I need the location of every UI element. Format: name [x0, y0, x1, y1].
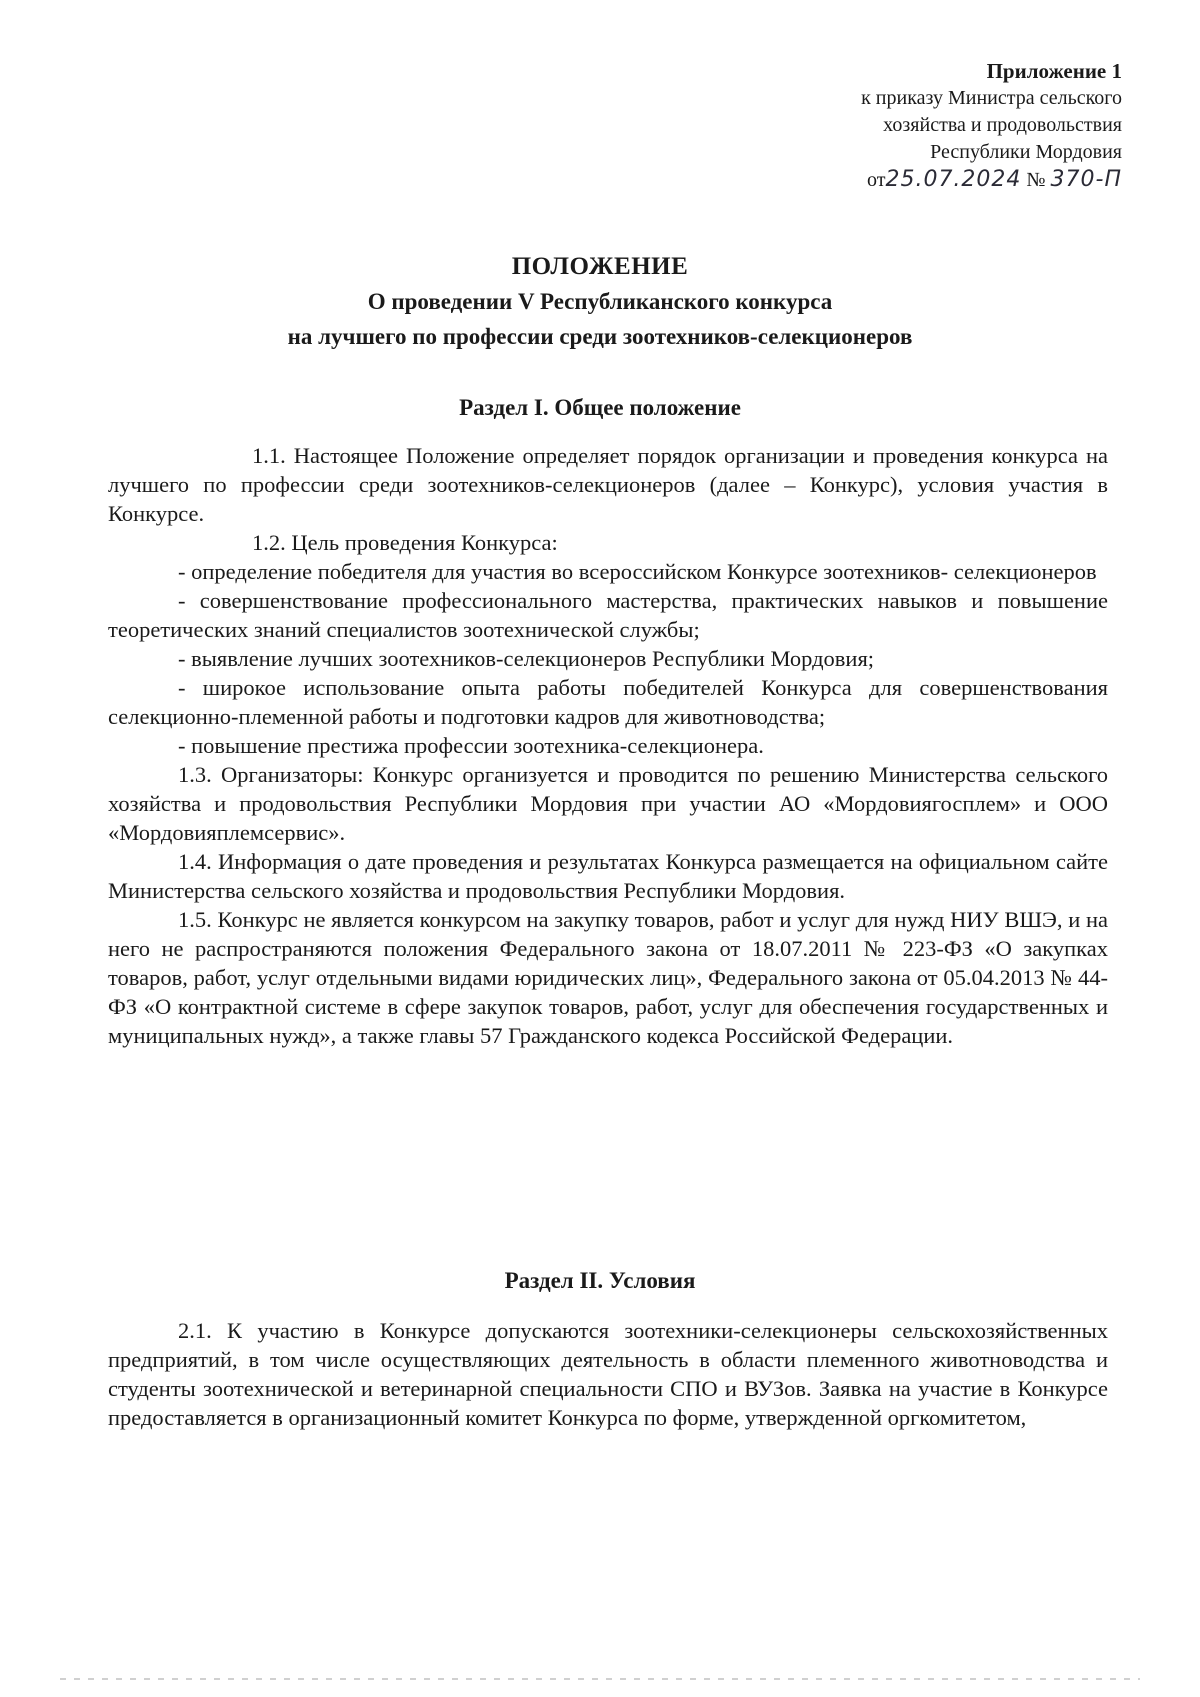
paragraph: - выявление лучших зоотехников-селекционеров Республики Мордовия;: [178, 646, 875, 671]
document-title: ПОЛОЖЕНИЕ: [511, 253, 689, 280]
section-1-heading: Раздел I. Общее положение: [459, 395, 741, 420]
order-date-line: [602, 166, 1122, 194]
paragraph: 1.1. Настоящее Положение определяет порядок организации и проведения конкурса на лучшего по профессии среди зоотехников-селекционеров (далее – Конкурс), условия участия в Конкурсе.: [108, 443, 1108, 526]
handwritten-date: 25.07.2024: [885, 167, 1022, 192]
paragraph: 1.3. Организаторы: Конкурс организуется и проводится по решению Министерства сельского хозяйства и продовольствия Республики Мордовия при участии АО «Мордовиягосплем» и ООО «Мордовияплемсервис».: [108, 762, 1108, 845]
document-subtitle-line-1: О проведении V Республиканского конкурса: [367, 289, 833, 314]
scan-artifact-line: [60, 1678, 1140, 1680]
paragraph: - повышение престижа профессии зоотехника-селекционера.: [178, 733, 764, 758]
paragraph: 1.5. Конкурс не является конкурсом на закупку товаров, работ и услуг для нужд НИУ ВШЭ, и на него не распространяются положения Федерального закона от 18.07.2011 № 223-ФЗ «О закупках товаров, работ, услуг отдельными видами юридических лиц», Федерального закона от 05.04.2013 № 44-ФЗ «О контрактной системе в сфере закупок товаров, работ, услуг для обеспечения государственных и муниципальных нужд», а также главы 57 Гражданского кодекса Российской Федерации.: [108, 907, 1108, 1048]
appendix-line: Республики Мордовия: [930, 141, 1122, 163]
document-subtitle-line-2: на лучшего по профессии среди зоотехников-селекционеров: [287, 324, 913, 349]
paragraph: - совершенствование профессионального мастерства, практических навыков и повышение теоретических знаний специалистов зоотехнической службы;: [108, 588, 1108, 642]
handwritten-order-number: 370-П: [1050, 167, 1122, 192]
paragraph: 2.1. К участию в Конкурсе допускаются зоотехники-селекционеры сельскохозяйственных предприятий, в том числе осуществляющих деятельность в области племенного животноводства и студенты зоотехнической и ветеринарной специальности СПО и ВУЗов. Заявка на участие в Конкурсе предоставляется в организационный комитет Конкурса по форме, утвержденной оргкомитетом,: [108, 1318, 1108, 1430]
date-prefix: от: [866, 169, 886, 191]
document-title-block: [0, 250, 1200, 354]
paragraph: - широкое использование опыта работы победителей Конкурса для совершенствования селекционно-племенной работы и подготовки кадров для животноводства;: [108, 675, 1108, 729]
appendix-line: хозяйства и продовольствия: [883, 114, 1122, 136]
appendix-line: к приказу Министра сельского: [861, 87, 1122, 109]
paragraph: 1.4. Информация о дате проведения и результатах Конкурса размещается на официальном сайте Министерства сельского хозяйства и продовольствия Республики Мордовия.: [108, 849, 1108, 903]
paragraph: - определение победителя для участия во всероссийском Конкурсе зоотехников- селекционеров: [178, 559, 1097, 584]
section-1-body: [108, 441, 1108, 1050]
section-2-heading: Раздел II. Условия: [504, 1268, 696, 1293]
appendix-header: [602, 58, 1122, 194]
appendix-title: Приложение 1: [986, 59, 1122, 83]
number-prefix: №: [1026, 169, 1046, 191]
section-2-body: [108, 1316, 1108, 1432]
paragraph: 1.2. Цель проведения Конкурса:: [252, 530, 558, 555]
